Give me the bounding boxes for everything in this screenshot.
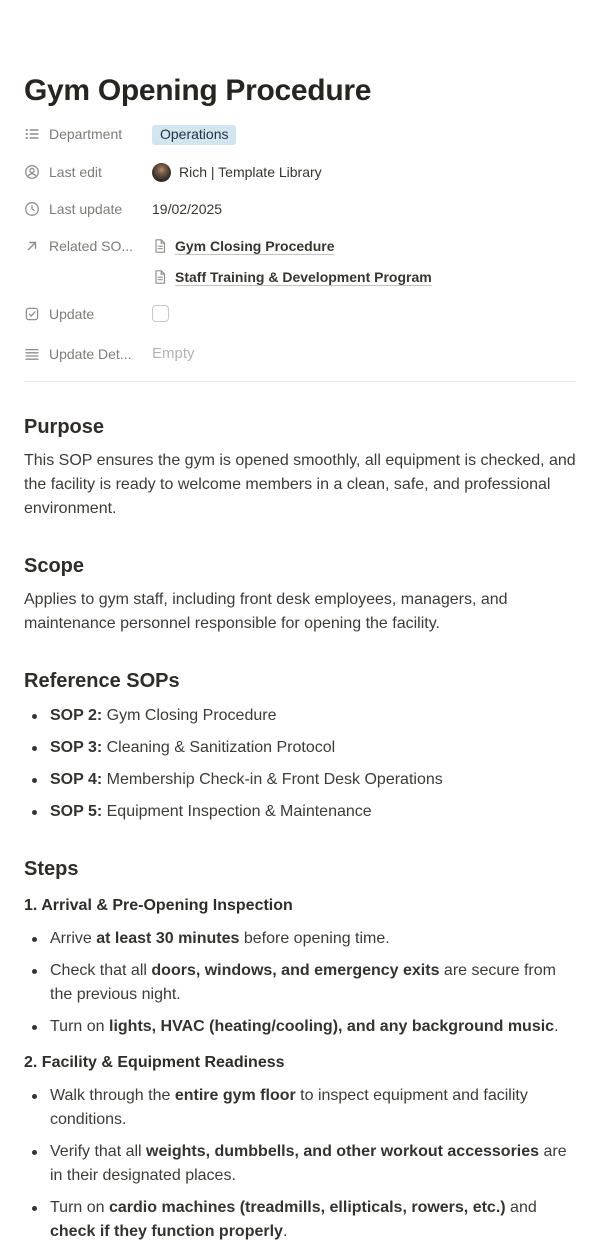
- text-lines-icon: [24, 346, 40, 362]
- date-value[interactable]: 19/02/2025: [152, 201, 223, 217]
- checkbox-icon: [24, 306, 40, 322]
- property-value-department: [152, 124, 576, 145]
- step-group-list-1: [24, 927, 576, 1039]
- list-item: [24, 800, 576, 824]
- bullet-dot: [32, 937, 37, 942]
- property-value-last-edit[interactable]: [152, 162, 576, 182]
- bullet-dot: [32, 746, 37, 751]
- list-item-text: Check that all doors, windows, and emergency exits are secure from the previous night.: [50, 962, 556, 1003]
- reference-sops-list: [24, 704, 576, 824]
- bullet-dot: [32, 969, 37, 974]
- list-item: [24, 927, 576, 951]
- list-item: [24, 768, 576, 792]
- list-item-text: SOP 3: Cleaning & Sanitization Protocol: [50, 739, 336, 756]
- related-link-1[interactable]: [152, 236, 576, 256]
- property-row-department: [24, 124, 576, 145]
- heading-steps: Steps: [24, 858, 79, 880]
- scope-paragraph: Applies to gym staff, including front desk employees, managers, and maintenance personnel responsible for opening the facility.: [24, 591, 508, 632]
- property-label-text: Last update: [49, 201, 123, 217]
- heading-reference-sops: Reference SOPs: [24, 670, 180, 692]
- bullet-dot: [32, 778, 37, 783]
- purpose-paragraph: This SOP ensures the gym is opened smoothly, all equipment is checked, and the facility is ready to welcome members in a clean, safe, and professional environment.: [24, 452, 576, 517]
- list-item: [24, 1196, 576, 1244]
- property-label-update[interactable]: [24, 304, 152, 324]
- property-label-last-edit[interactable]: [24, 162, 152, 182]
- heading-scope: Scope: [24, 555, 85, 577]
- bullet-dot: [32, 1094, 37, 1099]
- list-item-text: Arrive at least 30 minutes before opening time.: [50, 930, 390, 947]
- page-icon: [152, 269, 168, 285]
- heading-purpose: Purpose: [24, 416, 105, 438]
- property-label-text: Update Det...: [49, 346, 132, 362]
- property-row-last-update: [24, 199, 576, 219]
- bullet-dot: [32, 810, 37, 815]
- divider: [24, 381, 576, 382]
- list-item: [24, 704, 576, 728]
- avatar: [152, 163, 171, 182]
- list-item: [24, 1140, 576, 1188]
- list-item: [24, 1015, 576, 1039]
- list-item: [24, 736, 576, 760]
- list-item: [24, 959, 576, 1007]
- bullet-dot: [32, 1206, 37, 1211]
- list-item-text: Walk through the entire gym floor to inspect equipment and facility conditions.: [50, 1087, 528, 1128]
- property-row-related-sops: [24, 236, 576, 287]
- list-item-text: Verify that all weights, dumbbells, and other workout accessories are in their designated places.: [50, 1143, 567, 1184]
- page-body: [24, 415, 576, 1244]
- update-details-placeholder[interactable]: Empty: [152, 345, 195, 362]
- properties-panel: [24, 124, 576, 364]
- list-icon: [24, 126, 40, 142]
- list-item-text: SOP 4: Membership Check-in & Front Desk Operations: [50, 771, 443, 788]
- person-chip[interactable]: [152, 162, 576, 182]
- related-link-text[interactable]: Gym Closing Procedure: [175, 238, 335, 254]
- property-row-last-edit: [24, 162, 576, 182]
- list-item-text: Turn on lights, HVAC (heating/cooling), and any background music.: [50, 1018, 559, 1035]
- page-title[interactable]: Gym Opening Procedure: [24, 74, 372, 107]
- list-item-text: SOP 5: Equipment Inspection & Maintenance: [50, 803, 372, 820]
- property-label-last-update[interactable]: [24, 199, 152, 219]
- bullet-dot: [32, 1025, 37, 1030]
- property-label-text: Related SO...: [49, 238, 134, 254]
- page-icon: [152, 238, 168, 254]
- property-label-related-sops[interactable]: [24, 236, 152, 256]
- arrow-up-right-icon: [24, 238, 40, 254]
- clock-icon: [24, 201, 40, 217]
- step-group-heading-2: 2. Facility & Equipment Readiness: [24, 1054, 285, 1071]
- person-name: Rich | Template Library: [179, 164, 322, 180]
- property-label-department[interactable]: [24, 124, 152, 144]
- property-label-update-details[interactable]: [24, 344, 152, 364]
- property-row-update-details: [24, 344, 576, 364]
- property-label-text: Last edit: [49, 164, 102, 180]
- property-label-text: Update: [49, 306, 95, 322]
- person-icon: [24, 164, 40, 180]
- step-group-list-2: [24, 1084, 576, 1244]
- bullet-dot: [32, 1150, 37, 1155]
- department-tag[interactable]: Operations: [152, 125, 236, 145]
- step-group-heading-1: 1. Arrival & Pre-Opening Inspection: [24, 897, 293, 914]
- list-item: [24, 1084, 576, 1132]
- related-links: [152, 236, 576, 287]
- list-item-text: SOP 2: Gym Closing Procedure: [50, 707, 277, 724]
- bullet-dot: [32, 714, 37, 719]
- property-value-update: [152, 304, 576, 327]
- property-row-update: [24, 304, 576, 327]
- list-item-text: Turn on cardio machines (treadmills, ellipticals, rowers, etc.) and check if they function properly.: [50, 1199, 537, 1240]
- property-label-text: Department: [49, 126, 123, 142]
- related-link-2[interactable]: [152, 267, 576, 287]
- related-link-text[interactable]: Staff Training & Development Program: [175, 269, 432, 285]
- update-checkbox[interactable]: [152, 305, 169, 322]
